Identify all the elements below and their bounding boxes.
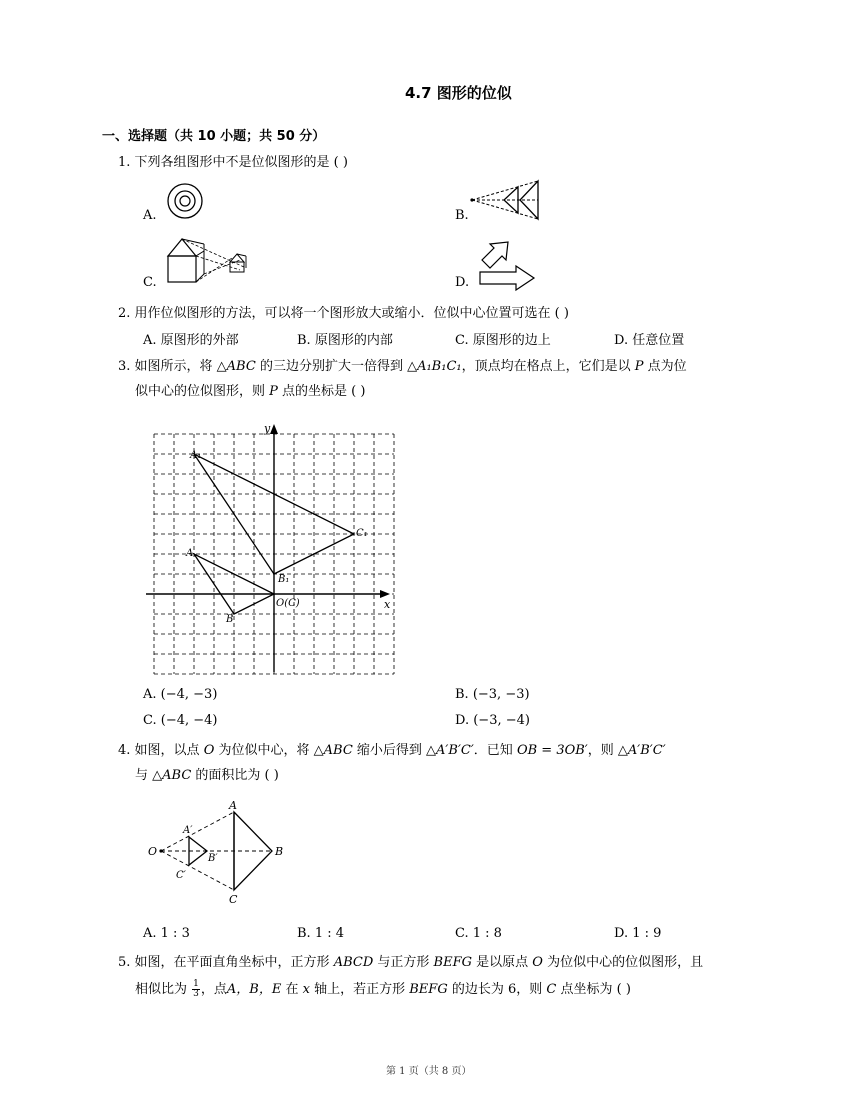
q4-label-o: O [148,845,158,858]
q3-label-c1: C₁ [356,528,368,539]
question-3-line-2: 似中心的位似图形，则 P 点的坐标是 ( ) [135,384,366,399]
q3-option-b[interactable]: B. (−3, −3) [455,687,530,702]
question-2-stem: 2. 用作位似图形的方法，可以将一个图形放大或缩小．位似中心位置可选在 ( ) [118,306,569,321]
q4-figure [140,798,300,908]
q3-label-y: y [264,422,271,435]
q4-option-b[interactable]: B. 1 : 4 [297,926,345,941]
q3-option-d[interactable]: D. (−3, −4) [455,713,530,728]
question-3-line-1: 3. 如图所示，将 △ABC 的三边分别扩大一倍得到 △A₁B₁C₁，顶点均在格点上，它们是以 P 点为位 [118,359,687,374]
q3-label-x: x [384,598,391,611]
q3-option-c[interactable]: C. (−4, −4) [143,713,218,728]
page-footer: 第 1 页（共 8 页） [386,1066,472,1077]
q1-figure-c [160,234,255,290]
q4-label-b-prime: B′ [208,853,218,864]
question-1-stem: 1. 下列各组图形中不是位似图形的是 ( ) [118,155,348,170]
q4-label-c: C [229,893,238,906]
ratio-fraction: $\frac{1}{3}$ [193,979,199,999]
q1-option-d[interactable]: D. [455,275,470,290]
q2-option-d[interactable]: D. 任意位置 [614,333,685,348]
q3-label-a: A [186,548,194,559]
q3-label-b1: B₁ [278,574,290,585]
q4-option-a[interactable]: A. 1 : 3 [143,926,190,941]
q4-option-d[interactable]: D. 1 : 9 [614,926,662,941]
q4-option-c[interactable]: C. 1 : 8 [455,926,502,941]
q1-option-a[interactable]: A. [143,208,157,223]
q1-option-b[interactable]: B. [455,208,469,223]
question-4-line-2: 与 △ABC 的面积比为 ( ) [135,768,279,783]
question-5-line-2: 相似比为 $\frac{1}{3}$ ，点A，B，E 在 x 轴上，若正方形 BEFG 的边长为 6，则 C 点坐标为 ( ) [135,979,631,999]
section-heading: 一、选择题（共 10 小题；共 50 分） [102,129,326,144]
q1-figure-b [468,177,548,223]
q1-figure-a [163,181,211,221]
q2-option-c[interactable]: C. 原图形的边上 [455,333,551,348]
q2-option-a[interactable]: A. 原图形的外部 [143,333,239,348]
q3-option-a[interactable]: A. (−4, −3) [143,687,218,702]
q3-grid-figure [140,418,400,676]
q3-label-b: B [226,614,234,625]
q4-label-a: A [229,799,237,812]
q3-label-oc: O(C) [276,598,300,609]
q4-label-c-prime: C′ [176,870,186,881]
question-4-line-1: 4. 如图，以点 O 为位似中心，将 △ABC 缩小后得到 △A′B′C′．已知 OB = 3OB′，则 △A′B′C′ [118,743,666,758]
page-title: 4.7 图形的位似 [405,84,512,102]
q3-label-a1: A₁ [190,450,202,461]
q2-option-b[interactable]: B. 原图形的内部 [297,333,393,348]
question-5-line-1: 5. 如图，在平面直角坐标中，正方形 ABCD 与正方形 BEFG 是以原点 O 为位似中心的位似图形，且 [118,955,704,970]
q3-x-axis-arrow [380,590,390,598]
q4-label-a-prime: A′ [183,825,193,836]
q4-label-b: B [275,845,284,858]
q3-y-axis-arrow [270,424,278,434]
q1-option-c[interactable]: C. [143,275,157,290]
q1-figure-d [476,232,544,292]
